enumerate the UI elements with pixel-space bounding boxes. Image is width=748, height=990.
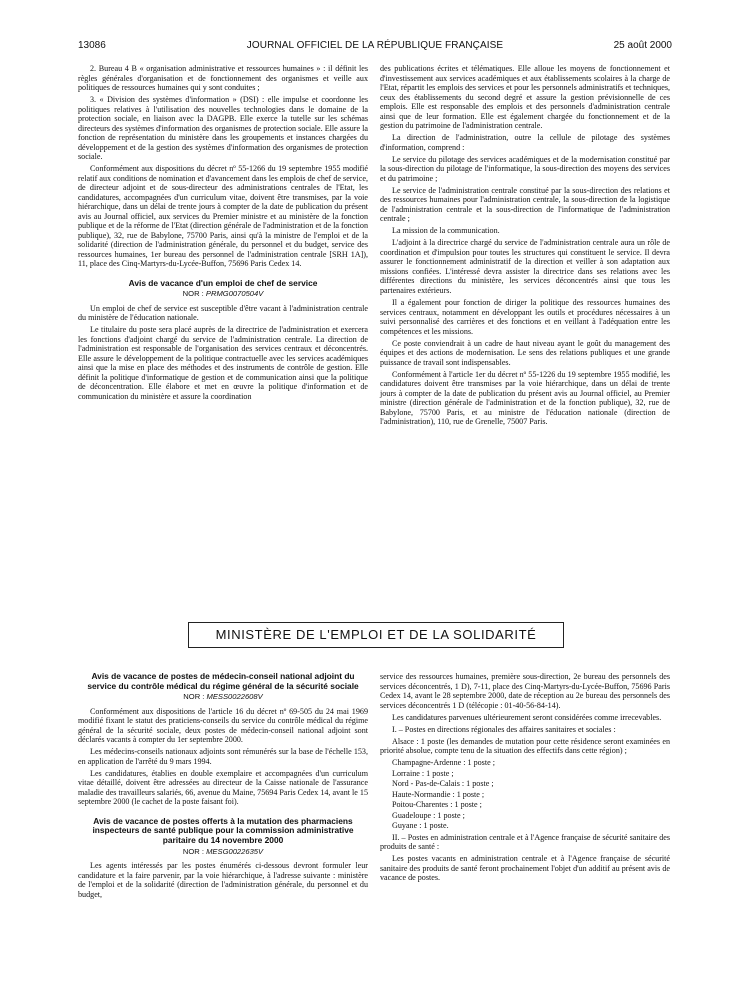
journal-title: JOURNAL OFFICIEL DE LA RÉPUBLIQUE FRANÇAISE	[246, 40, 504, 51]
notice-nor	[78, 692, 368, 702]
paragraph: 2. Bureau 4 B « organisation administrative et ressources humaines » : il définit les règles générales d'organisation et de fonctionnement des organismes et veille aux politiques de ressources humaines qui y sont conduites ;	[78, 64, 368, 92]
list-item: Haute-Normandie : 1 poste ;	[392, 789, 485, 799]
nor-label: NOR :	[183, 692, 205, 702]
paragraph: service des ressources humaines, première sous-direction, 2e bureau des personnels des services déconcentrés, 1 D), 7-11, place des Cinq-Martyrs-du-Lycée-Buffon, 75696 Paris Cedex 14, avant le 28 septembre 2000, date de réception au 2e bureau des personnels des services déconcentrés 1 D (télécopie : 01-40-56-84-14).	[380, 672, 670, 710]
list-item: Nord - Pas-de-Calais : 1 poste ;	[392, 779, 494, 789]
list-item: Champagne-Ardenne : 1 poste ;	[392, 758, 495, 768]
bottom-left-column	[78, 672, 368, 902]
nor-label: NOR :	[182, 289, 204, 299]
nor-code: MESG0022635V	[206, 846, 264, 856]
nor-code: MESS0022608V	[206, 692, 263, 702]
paragraph: Un emploi de chef de service est susceptible d'être vacant à l'administration centrale du ministère de l'éducation nationale.	[78, 303, 368, 323]
paragraph: I. – Postes en directions régionales des affaires sanitaires et sociales :	[392, 724, 616, 734]
list-item: Guadeloupe : 1 poste ;	[392, 810, 465, 820]
paragraph: Le service du pilotage des services académiques et de la modernisation constitué par la sous-direction du pilotage de l'informatique, la sous-direction des moyens des services et du patrimoine ;	[380, 154, 670, 183]
top-left-column	[78, 64, 368, 404]
paragraph: Alsace : 1 poste (les demandes de mutation pour cette résidence seront examinées en priorité absolue, compte tenu de la situation des effectifs dans cette région) ;	[380, 736, 670, 756]
notice-title: Avis de vacance de postes offerts à la mutation des pharmaciens inspecteurs de santé publique pour la commission administrative paritaire du 14 novembre 2000	[92, 815, 354, 846]
paragraph: Les postes vacants en administration centrale et à l'Agence française de sécurité sanitaire des produits de santé feront prochainement l'objet d'un additif au présent avis de vacance de postes.	[380, 854, 670, 883]
notice-nor	[78, 289, 368, 299]
paragraph: Conformément aux dispositions du décret nº 55-1266 du 19 septembre 1955 modifié relatif aux conditions de nomination et d'avancement dans les emplois de chef de service, de directeur adjoint et de sous-directeur des administrations centrales de l'Etat, les candidatures, accompagnées d'un curriculum vitae, doivent être transmises, par la voie hiérarchique, dans un délai de trente jours à compter de la date de publication du présent avis au Journal officiel, aux services du Premier ministre et au ministère de la fonction publique et de la réforme de l'Etat (direction générale de l'administration et de la fonction publique), 32, rue de Babylone, 75700 Paris, ainsi qu'à la ministre de l'emploi et de la solidarité (direction de l'administration générale, du personnel et du budget, service des ressources humaines, 1er bureau des personnel de l'administration centrale [SRH 1A]), 11, place des Cinq-Martyrs-du-Lycée-Buffon, 75696 Paris Cedex 14.	[78, 164, 368, 269]
paragraph: L'adjoint à la directrice chargé du service de l'administration centrale aura un rôle de coordination et d'impulsion pour toutes les structures qui constituent le service. Il devra assurer le fonctionnement administratif de la direction et veiller à son adaptation aux missions confiées. L'intéressé devra assister la directrice dans ses relations avec les différentes directions du ministère, les services déconcentrés ainsi que tous les partenaires extérieurs.	[380, 238, 670, 295]
list-item: Poitou-Charentes : 1 poste ;	[392, 800, 482, 810]
paragraph: Le titulaire du poste sera placé auprès de la directrice de l'administration et exercera les fonctions d'adjoint chargé du service de l'administration centrale. La direction de l'administration est responsable de l'organisation des services centraux et déconcentrés. Elle assure le développement de la politique contractuelle avec les services académiques ainsi que la mise en place des méthodes et des instruments de contrôle de gestion. Elle définit la politique d'informatique de gestion et de communication ainsi que la politique de déconcentration. Elle élabore et met en œuvre la politique d'information et de communication du ministère et assure la coordination	[78, 325, 368, 401]
ministry-heading: MINISTÈRE DE L'EMPLOI ET DE LA SOLIDARITÉ	[188, 622, 564, 648]
publication-date: 25 août 2000	[613, 40, 672, 51]
nor-label: NOR :	[182, 846, 204, 856]
notice-title: Avis de vacance d'un emploi de chef de service	[128, 277, 318, 288]
list-item: Guyane : 1 poste.	[392, 821, 449, 831]
paragraph: Ce poste conviendrait à un cadre de haut niveau ayant le goût du management des équipes et des actions de modernisation. Le sens des relations publiques et une grande puissance de travail sont indispensables.	[380, 338, 670, 367]
paragraph: Conformément à l'article 1er du décret nº 55-1226 du 19 septembre 1955 modifié, les candidatures doivent être transmises par la voie hiérarchique, dans un délai de trente jours à compter de la date de publication du présent avis au Journal officiel, au Premier ministre (direction générale de l'administration et de la fonction publique), 32, rue de Babylone, 75700 Paris, et au ministre de l'éducation nationale (direction de l'administration), 110, rue de Grenelle, 75007 Paris.	[380, 369, 670, 427]
paragraph: Les candidatures parvenues ultérieurement seront considérées comme irrecevables.	[392, 712, 662, 722]
paragraph: Les agents intéressés par les postes énumérés ci-dessous devront formuler leur candidature et la faire parvenir, par la voie hiérarchique, à l'adresse suivante : ministère de l'emploi et de la solidarité (direction de l'administration générale, du personnel et du budget,	[78, 861, 368, 899]
paragraph: Les médecins-conseils nationaux adjoints sont rémunérés sur la base de l'échelle 153, en application de l'arrêté du 9 mars 1994.	[78, 747, 368, 766]
list-item: Lorraine : 1 poste ;	[392, 768, 454, 778]
notice-title: Avis de vacance de postes de médecin-conseil national adjoint du service du contrôle médical du régime général de la sécurité sociale	[87, 671, 359, 691]
page-header	[78, 40, 672, 56]
paragraph: Le service de l'administration centrale constitué par la sous-direction des relations et des ressources humaines pour l'administration centrale, la sous-direction de la logistique de l'administration centrale et la sous-direction de l'informatique de l'administration centrale ;	[380, 185, 670, 224]
paragraph: 3. « Division des systèmes d'information » (DSI) : elle impulse et coordonne les politiques relatives à l'utilisation des nouvelles technologies dans le domaine de la protection sociale, en liaison avec la DAGPB. Elle exerce la tutelle sur les schémas directeurs des systèmes d'information des organismes de protection sociale. Elle assure la fonction de représentation du ministère dans les groupements et instances chargées du développement et de la gestion des systèmes d'information des organismes de protection sociale.	[78, 95, 368, 162]
top-right-column	[380, 64, 670, 429]
notice-nor	[78, 847, 368, 857]
paragraph: des publications écrites et télématiques. Elle alloue les moyens de fonctionnement et d'investissement aux services académiques et aux établissements scolaires à la charge de l'Etat, répartit les emplois des services et pour les personnels administratifs et techniques, ceux des établissements du second degré et assure la gestion prévisionnelle de ces emplois. Elle est responsable des emplois et des personnels d'administration centrale ainsi que de leur formation. Elle est également chargée du fonctionnement et de la gestion du patrimoine de l'administration centrale.	[380, 64, 670, 130]
paragraph: La mission de la communication.	[392, 226, 500, 236]
page-number: 13086	[78, 40, 106, 51]
region-list	[380, 758, 670, 831]
paragraph: La direction de l'administration, outre la cellule de pilotage des systèmes d'information, comprend :	[380, 133, 670, 152]
paragraph: Conformément aux dispositions de l'article 16 du décret nº 69-505 du 24 mai 1969 modifié fixant le statut des praticiens-conseils du service du contrôle médical du régime général de la sécurité sociale, deux postes de médecin-conseil national adjoint sont déclarés vacants à compter du 1er septembre 2000.	[78, 706, 368, 745]
paragraph: Les candidatures, établies en double exemplaire et accompagnées d'un curriculum vitae détaillé, doivent être adressées au directeur de la Caisse nationale de l'assurance maladie des travailleurs salariés, 66, avenue du Maine, 75694 Paris Cedex 14, avant le 15 septembre 2000 (le cachet de la poste faisant foi).	[78, 768, 368, 807]
nor-code: PRMG0070504V	[205, 289, 264, 299]
bottom-right-column	[380, 672, 670, 886]
paragraph: II. – Postes en administration centrale et à l'Agence française de sécurité sanitaire des produits de santé :	[380, 832, 670, 852]
paragraph: Il a également pour fonction de diriger la politique des ressources humaines des services centraux, notamment en développant les outils et procédures nécessaires à un suivi personnalisé des carrières et des fonctions et en veillant à l'adéquation entre les compétences et les missions.	[380, 298, 670, 336]
